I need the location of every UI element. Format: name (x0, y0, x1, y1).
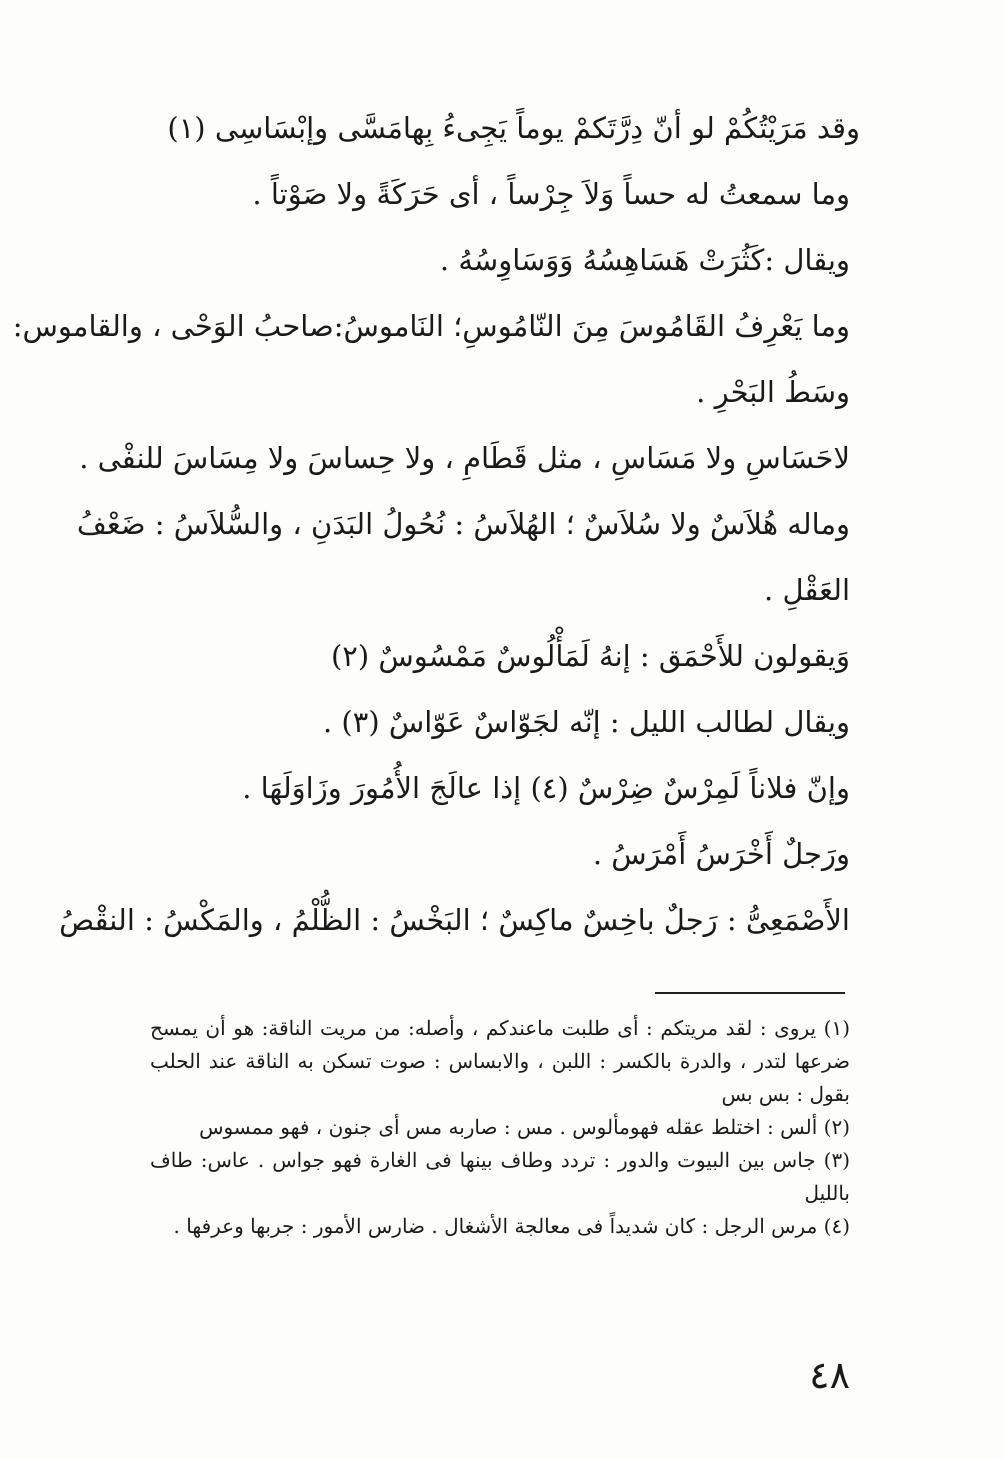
footnote-1: (١) يروى : لقد مريتكم : أى طلبت ماعندكم ، وأصله: من مريت الناقة: هو أن يمسح ضرعها لتدر ، والدرة بالكسر : اللبن ، والابساس : صوت تسكن به الناقة عند الحلب بقول : بس بس (150, 1016, 850, 1106)
text-line: العَقْلِ . (764, 573, 850, 607)
footnote-2: (٢) ألس : اختلط عقله فهومألوس . مس : صاربه مس أى جنون ، فهو ممسوس (199, 1115, 850, 1139)
footnote-3: (٣) جاس بين البيوت والدور : تردد وطاف بينها فى الغارة فهو جواس . عاس: طاف بالليل (150, 1148, 850, 1205)
text-line: وما سمعتُ له حساً وَلاَ جِرْساً ، أى حَرَكَةً ولا صَوْتاً . (252, 177, 850, 211)
text-line: وما يَعْرِفُ القَامُوسَ مِنَ النّامُوسِ؛ النَاموسُ:صاحبُ الوَحْى ، والقاموس: (12, 309, 850, 343)
text-line: ويقال لطالب الليل : إنّه لجَوّاسٌ عَوّاسٌ (٣) . (322, 705, 850, 739)
text-line: ويقال :كَثُرَتْ هَسَاهِسُهُ وَوَسَاوِسُهُ . (439, 243, 850, 277)
text-line: وقد مَرَيْتُكُمْ لو أنّ دِرَّتَكمْ يوماً يَجِىءُ بِهامَسَّى وإبْسَاسِى (١) (167, 111, 860, 145)
text-line: وسَطُ البَحْرِ . (696, 375, 850, 409)
footnote-4: (٤) مرس الرجل : كان شديداً فى معالجة الأشغال . ضارس الأمور : جربها وعرفها . (173, 1214, 850, 1238)
text-line: وماله هُلاَسٌ ولا سُلاَسٌ ؛ الهُلاَسُ : نُحُولُ البَدَنِ ، والسُّلاَسُ : ضَعْفُ (76, 507, 850, 541)
text-line: ورَجلٌ أَخْرَسُ أَمْرَسُ . (592, 837, 850, 871)
text-line: وَيقولون للأَحْمَق : إنهُ لَمَأْلُوسٌ مَمْسُوسٌ (٢) (330, 639, 850, 673)
page-number: ٤٨ (809, 1353, 850, 1397)
text-line: وإنّ فلاناً لَمِرْسٌ ضِرْسٌ (٤) إذا عالَجَ الأُمُورَ وزَاوَلَهَا . (242, 771, 850, 805)
text-line: لاحَسَاسِ ولا مَسَاسِ ، مثل قَطَامِ ، ولا حِساسَ ولا مِسَاسَ للنفْى . (79, 441, 850, 475)
footnote-divider (655, 992, 845, 994)
main-text (12, 95, 860, 953)
footnotes (150, 1012, 850, 1243)
text-line: الأَصْمَعِىُّ : رَجلٌ باخِسٌ ماكِسٌ ؛ البَخْسُ : الظُّلْمُ ، والمَكْسُ : النقْصُ (59, 903, 850, 937)
